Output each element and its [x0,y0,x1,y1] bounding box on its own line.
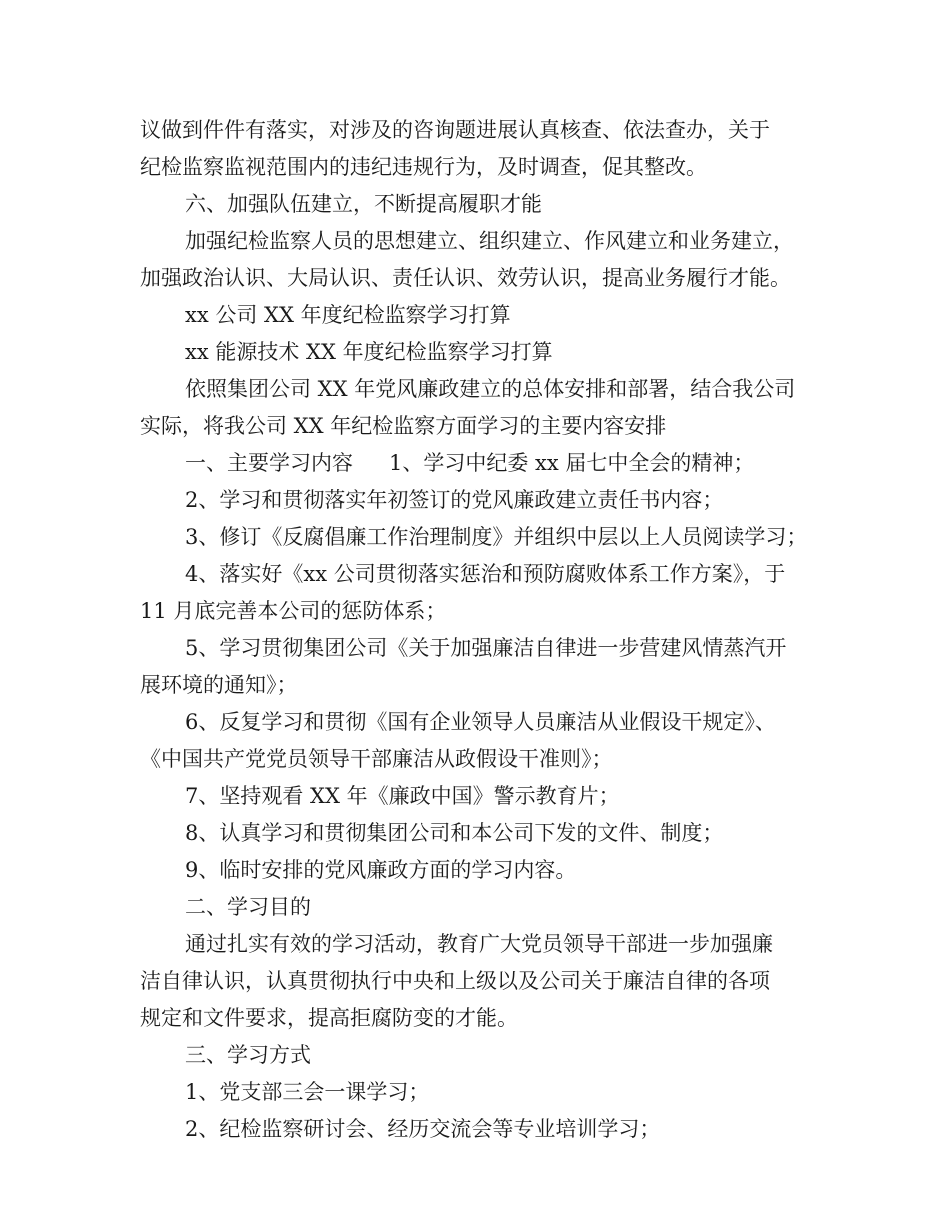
list-item-text: 1、学习中纪委 xx 届七中全会的精神； [389,451,755,475]
document-title: xx 公司 XX 年度纪检监察学习打算 [185,303,511,327]
text-line: 纪检监察监视范围内的违纪违规行为，及时调查，促其整改。 [140,155,707,179]
section-heading: 三、学习方式 [185,1043,311,1067]
list-item: 7、坚持观看 XX 年《廉政中国》警示教育片； [185,784,620,808]
section-heading: 二、学习目的 [185,895,311,919]
text-line: 加强政治认识、大局认识、责任认识、效劳认识，提高业务履行才能。 [140,266,791,290]
text-line: 通过扎实有效的学习活动，教育广大党员领导干部进一步加强廉 [185,932,773,956]
document-body [140,112,830,1148]
text-line: 洁自律认识，认真贯彻执行中央和上级以及公司关于廉洁自律的各项 [140,969,770,993]
list-item: 1、党支部三会一课学习； [185,1080,430,1104]
list-item: 5、学习贯彻集团公司《关于加强廉洁自律进一步营建风情蒸汽开 [185,636,787,660]
list-item: 9、临时安排的党风廉政方面的学习内容。 [185,858,577,882]
section-heading [140,445,830,482]
section-heading: 六、加强队伍建立，不断提高履职才能 [185,192,542,216]
text-line: 实际，将我公司 XX 年纪检监察方面学习的主要内容安排 [140,414,667,438]
text-line: 《中国共产党党员领导干部廉洁从政假设干准则》； [140,747,613,771]
document-subtitle: xx 能源技术 XX 年度纪检监察学习打算 [185,340,553,364]
text-line: 展环境的通知》； [140,673,298,697]
text-line: 11 月底完善本公司的惩防体系； [140,599,447,623]
text-line: 议做到件件有落实，对涉及的咨询题进展认真核查、依法查办，关于 [140,118,770,142]
list-item: 8、认真学习和贯彻集团公司和本公司下发的文件、制度； [185,821,724,845]
text-line: 规定和文件要求，提高拒腐防变的才能。 [140,1006,518,1030]
list-item: 2、学习和贯彻落实年初签订的党风廉政建立责任书内容； [185,488,724,512]
heading-text: 一、主要学习内容 [185,451,353,475]
text-line: 加强纪检监察人员的思想建立、组织建立、作风建立和业务建立， [185,229,794,253]
list-item: 3、修订《反腐倡廉工作治理制度》并组织中层以上人员阅读学习； [185,525,808,549]
list-item: 4、落实好《xx 公司贯彻落实惩治和预防腐败体系工作方案》，于 [185,562,786,586]
list-item: 6、反复学习和贯彻《国有企业领导人员廉洁从业假设干规定》、 [185,710,776,734]
list-item: 2、纪检监察研讨会、经历交流会等专业培训学习； [185,1117,661,1141]
text-line: 依照集团公司 XX 年党风廉政建立的总体安排和部署，结合我公司 [185,377,796,401]
